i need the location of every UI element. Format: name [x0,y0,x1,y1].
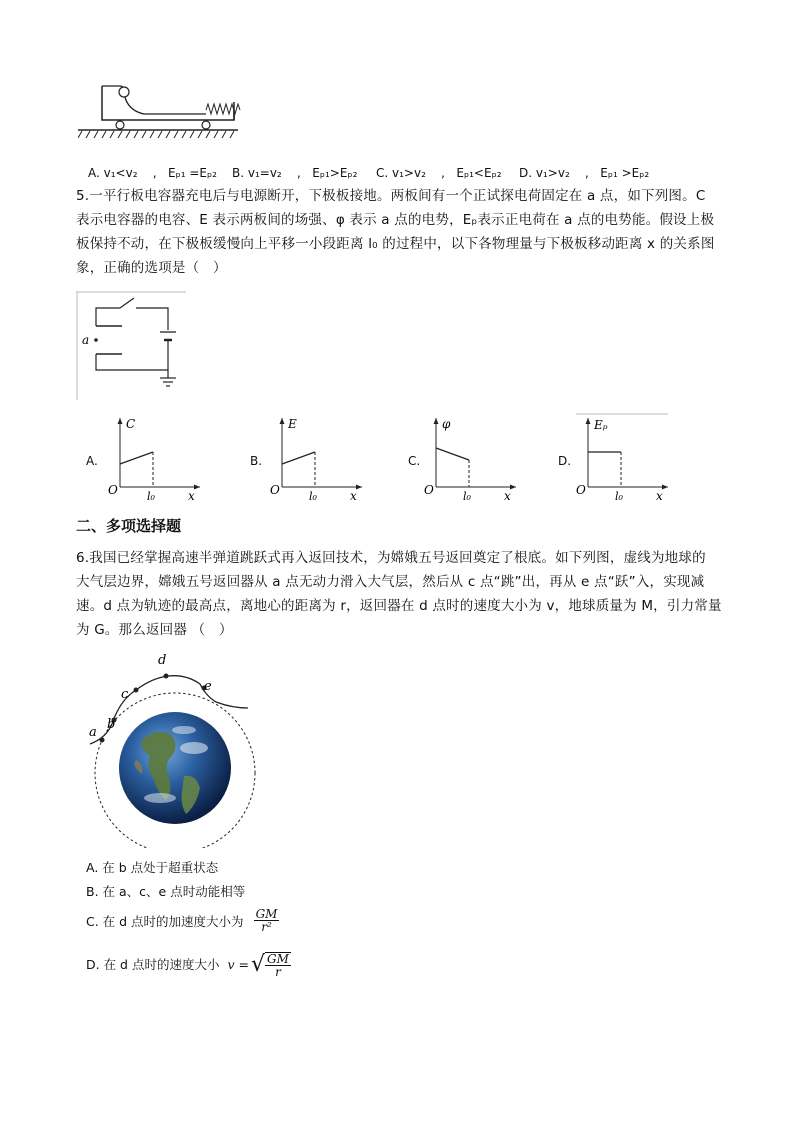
q4-option-b[interactable]: B. v₁=v₂ , Eₚ₁>Eₚ₂ [232,166,358,180]
chart-c-line [436,448,469,460]
chart-b-ylabel: E [288,417,297,431]
q6-line-3: 速。d 点为轨迹的最高点，离地心的距离为 r，返回器在 d 点时的速度大小为 v，地球质量为 M，引力常量 [76,598,722,614]
chart-b-xlabel: x [350,489,357,502]
chart-d-ylabel: Eₚ [594,418,608,432]
q6-line-4: 为 G。那么返回器 （ ） [76,622,233,638]
q6-line-2: 大气层边界，嫦娥五号返回器从 a 点无动力滑入大气层，然后从 c 点“跳”出，再从 e 点“跃”入，实现减 [76,574,705,590]
circuit-point-label: a [82,333,90,347]
formula-c-numerator: GM [255,907,278,921]
q5-chart-c [420,414,520,502]
q5-line-4: 象，正确的选项是（ ） [76,260,227,276]
earth-globe [119,712,231,824]
chart-a-ylabel: C [126,417,136,431]
chart-b-xtick: l₀ [309,490,317,502]
q5-circuit-diagram [76,290,188,402]
q6-option-c-text: C. 在 d 点时的加速度大小为 [86,913,244,929]
point-a-label: a [89,725,97,740]
q5-chart-d-option[interactable]: D. [558,454,572,468]
q5-stem [76,184,726,280]
q5-chart-a-option[interactable]: A. [86,454,98,468]
q5-line-2: 表示电容器的电容、E 表示两板间的场强、φ 表示 a 点的电势，Eₚ表示正电荷在 a 点的电势能。假设上极 [76,212,715,228]
q5-line-1: 5.一平行板电容器充电后与电源断开，下极板接地。两板间有一个正试探电荷固定在 a 点，如下列图。C [76,188,706,204]
q6-option-d-formula [265,952,291,978]
formula-d-lhs: v = [227,956,249,972]
point-e-label: e [204,679,212,694]
q6-option-d-text: D. 在 d 点时的速度大小 [86,957,220,972]
point-d-label: d [158,653,167,668]
q6-option-b[interactable]: B. 在 a、c、e 点时动能相等 [86,884,246,899]
q5-chart-b [266,414,366,502]
chart-a-xlabel: x [188,489,195,502]
chart-a-line [120,452,153,464]
q4-cart-figure [78,80,243,148]
point-b-label: b [107,717,116,732]
q5-line-3: 板保持不动，在下极板缓慢向上平移一小段距离 l₀ 的过程中，以下各物理量与下极板移动距离 x 的关系图 [76,236,715,252]
chart-d-xlabel: x [656,489,663,502]
chart-b-line [282,452,315,464]
formula-c-denominator: r² [261,920,272,934]
q6-stem [76,546,726,642]
q4-option-a[interactable]: A. v₁<v₂ , Eₚ₁ =Eₚ₂ [88,166,217,180]
section-heading: 二、多项选择题 [76,517,182,535]
q4-option-c[interactable]: C. v₁>v₂ , Eₚ₁<Eₚ₂ [376,166,502,180]
chart-b-origin: O [270,483,280,497]
chart-a-origin: O [108,483,118,497]
chart-a-xtick: l₀ [147,490,155,502]
point-c-label: c [121,687,129,702]
formula-d-denominator: r [275,965,281,979]
chart-c-origin: O [424,483,434,497]
sqrt-icon: √ [250,951,266,977]
q6-option-d[interactable] [86,950,291,978]
q6-option-a[interactable]: A. 在 b 点处于超重状态 [86,860,219,875]
chart-d-origin: O [576,483,586,497]
q5-chart-d [572,412,672,502]
q6-line-1: 6.我国已经掌握高速半弹道跳跃式再入返回技术，为嫦娥五号返回奠定了根底。如下列图，虚线为地球的 [76,550,706,566]
q5-chart-b-option[interactable]: B. [250,454,263,468]
q5-chart-a [104,414,204,502]
q6-option-c[interactable] [86,908,279,933]
q6-option-c-formula [254,908,280,933]
chart-c-ylabel: φ [442,417,451,431]
chart-c-xtick: l₀ [463,490,471,502]
q4-option-d[interactable]: D. v₁>v₂ , Eₚ₁ >Eₚ₂ [519,166,650,180]
formula-d-numerator: GM [267,952,289,966]
q5-chart-c-option[interactable]: C. [408,454,421,468]
chart-d-xtick: l₀ [615,490,623,502]
chart-c-xlabel: x [504,489,511,502]
q6-earth-trajectory-diagram [84,648,256,848]
